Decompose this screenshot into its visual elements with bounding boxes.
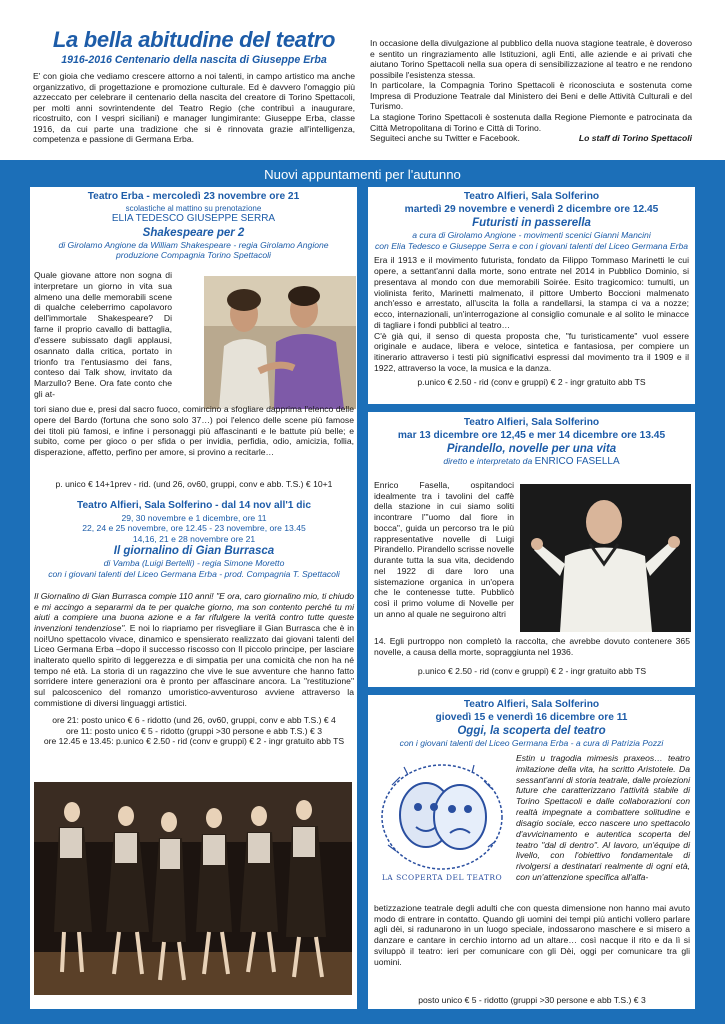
event1-credits1: di Girolamo Angione da William Shakespeare - regia Girolamo Angione <box>58 239 329 250</box>
event1-note: scolastiche al mattino su prenotazione <box>125 203 262 213</box>
actor-photo-illustration <box>520 484 691 632</box>
event2-title: Il giornalino di Gian Burrasca <box>113 545 275 558</box>
actors-photo-illustration <box>204 276 356 409</box>
event3-body2: C'è già qui, il senso di questa proposta che, "fu turisticamente" vuol essere originale e audace, libera e veloce, sintetica e fantasiosa, per compiere un itinerario attraverso i testi più significativi espressi dal movimento tra il 1909 e il 1922, attraverso la voce, la musica e la danza. <box>374 330 689 373</box>
region-paragraph: La stagione Torino Spettacoli è sostenuta dalla Regione Piemonte e patrocinata da Città Metropolitana di Torino e Città di Torino. <box>370 111 692 133</box>
event2-header <box>34 500 354 580</box>
event2-description: E noi lo riapriamo per risvegliare il Gian Burrasca che è in noi!Uno spettacolo vivace, dinamico e spensierato realizzato dai giovani talenti del Liceo Germana Erba –dopo il successo riscosso con Il piccolo principe, per lasciare inalterato quello spirito di leggerezza e di simpatia per una comicità che non ha né tempo né età. La storia di un ragazzino che vive le sue avventure che hanno fatto sorridere intere generazioni ora è pronto per affascinare ancora. La "restituzione" sul palcoscenico del romanzo umoristico-avventuroso avviene attraverso la commistione di diversi linguaggi artistici. <box>34 622 354 708</box>
event5-body-wrap <box>516 753 690 883</box>
event5-body-full: betizzazione teatrale degli adulti che con questa dimensione non hanno mai avuto modo di entrare in contatto. Quando gli uomini dei tempi più antichi vollero parlare agli dèi, si radunarono in un luogo speciale, indossarono maschere e si misero a danzare e cantare in cerchio intorno ad un altare… così nacque il rito e da lì si sviluppò il teatro: ieri per comunicare con gli Dèi, oggi per comunicare tra gli uomini. <box>374 903 690 967</box>
header-left-column <box>33 28 355 145</box>
event4-venue: Teatro Alfieri, Sala Solferino <box>463 417 600 428</box>
event2-price1: ore 21: posto unico € 6 - ridotto (und 26, ov60, gruppi, conv e abb T.S.) € 4 <box>52 715 336 725</box>
event2-credits2: con i giovani talenti del Liceo Germana Erba - prod. Compagnia T. Spettacoli <box>48 568 340 579</box>
event2-price3: ore 12.45 e 13.45: p.unico € 2.50 - rid (conv e gruppi) € 2 - ingr gratuito abb TS <box>43 736 345 747</box>
event2-quote: Il Giornalino di Gian Burrasca compie 110 anni! "E ora, caro giornalino mio, ti chiudo e mi accingo a separarmi da te per qualche giorno, ma son contento perché tu mi aiuti a compiere una buona azione e a far rifulgere la verità contro tutte queste invenzioni tendenziose". <box>34 591 354 633</box>
event2-dates3: 14,16, 21 e 28 novembre ore 21 <box>132 533 256 544</box>
social-paragraph <box>370 133 692 144</box>
event3-credits2: con Elia Tedesco e Giuseppe Serra e con i giovani talenti del Liceo Germana Erba <box>374 240 689 251</box>
event3-credits1: a cura di Girolamo Angione - movimenti scenici Gianni Mancini <box>412 230 651 241</box>
event3-dates: martedì 29 novembre e venerdì 2 dicembre ore 12.45 <box>404 203 659 215</box>
event5-venue: Teatro Alfieri, Sala Solferino <box>463 699 600 710</box>
event3-body: Era il 1913 e il movimento futurista, fondato da Filippo Tommaso Marinetti le cui opere, a settant'anni dalla morte, sono entrate nel 2014 in Pubblico Dominio, si presentava al mondo con due memorabili Soirée. Esito tragicomico: tumulti, un violinista ferito, Marinetti malmenato, il pittore Umberto Boccioni malmenato anch'esso e arrestato, all'uscita la folla a randellarsi, la stampa ci va a nozze; ecco, internazionali, un'interrogazione al consiglio comunale e al solito le minacce di tagliare i fondi pubblici al teatro… <box>374 255 689 330</box>
staff-signature: Lo staff di Torino Spettacoli <box>578 133 692 144</box>
event4-credits-pre: diretto e interpretato da <box>443 456 533 467</box>
page-title: La bella abitudine del teatro <box>52 27 336 52</box>
event5-body-wrap-text: Estin u tragodia mimesis praxeos… teatro imitazione della vita, ha scritto Aristotele. Da sessant'anni di storia teatrale, dalle proiezioni future che caratterizzano l'attività stabile di Torino Spettacoli e dalle collaborazioni con realtà impegnate a combattere solitudine e disagio sociale, ecco nascere uno spettacolo d'avvicinamento e autentica scoperta del teatro "dal di dentro". Al lavoro, un'équipe di livello, con l'obiettivo fondamentale di rivolgersi a destinatari realmente di ogni età, con un'attenzione specifica all'alfa- <box>516 753 690 883</box>
event3-price: p.unico € 2.50 - rid (conv e gruppi) € 2 - ingr gratuito abb TS <box>417 377 646 388</box>
event4-credits <box>374 456 689 468</box>
stage-photo-illustration <box>34 782 352 995</box>
event3-venue: Teatro Alfieri, Sala Solferino <box>463 191 600 202</box>
event4-title: Pirandello, novelle per una vita <box>446 443 617 456</box>
event2-venue: Teatro Alfieri, Sala Solferino - dal 14 nov all'1 dic <box>77 500 311 511</box>
thanks-paragraph: In occasione della divulgazione al pubblico della nuova stagione teatrale, è doveroso e sentito un ringraziamento alle Istituzioni, agli Enti, alle aziende e ai privati che aiutano Torino Spettacoli nella sua opera di sensibilizzazione al teatro e ne rendono possibile l'esistenza stessa. <box>370 38 693 80</box>
left-events-panel <box>30 187 357 1009</box>
event3-title: Futuristi in passerella <box>472 217 591 230</box>
event4-photo <box>520 484 691 632</box>
event1-credits2: produzione Compagnia Torino Spettacoli <box>116 250 271 261</box>
event2-price2: ore 11: posto unico € 5 - ridotto (gruppi >30 persone e abb T.S.) € 3 <box>66 725 322 736</box>
event5-logo <box>374 755 510 893</box>
header-section <box>0 0 725 160</box>
event2-body <box>34 591 354 708</box>
event1-price: p. unico € 14+1prev - rid. (und 26, ov60, gruppi, conv e abb. T.S.) € 10+1 <box>55 479 333 489</box>
event3-panel <box>368 187 695 404</box>
event1-title: Shakespeare per 2 <box>142 226 245 239</box>
header-right-column <box>370 38 692 144</box>
event2-photo <box>34 782 352 995</box>
event4-panel <box>368 412 695 687</box>
event2-prices <box>34 715 354 747</box>
event2-dates2: 22, 24 e 25 novembre, ore 12.45 - 23 novembre, ore 13.45 <box>82 523 306 534</box>
event4-price: p.unico € 2.50 - rid (conv e gruppi) € 2 - ingr gratuito abb TS <box>417 666 647 676</box>
event5-price: posto unico € 5 - ridotto (gruppi >30 persone e abb T.S.) € 3 <box>418 995 646 1005</box>
event5-title: Oggi, la scoperta del teatro <box>457 725 606 738</box>
event1-cast: ELIA TEDESCO GIUSEPPE SERRA <box>111 213 276 225</box>
event5-panel <box>368 695 695 1009</box>
ministry-paragraph: In particolare, la Compagnia Torino Spettacoli è riconosciuta e sostenuta come Impresa di Produzione Teatrale dal Ministero dei Beni e delle Attività Culturali e del Turismo. <box>370 80 692 112</box>
intro-text: E' con gioia che vediamo crescere attorno a noi talenti, in campo artistico ma anche organizzativo, di progettazione e promozione culturale. Ed è davvero l'omaggio più azzeccato per celebrare il centenario della nascita del creatore di Torino Spettacoli, per molti anni sovrintendente del Teatro Regio (che contribuì a inaugurare, ricostruito, con I vespri siciliani) e manager lungimirante: Giuseppe Erba, classe 1916, da cui parte una tradizione che si è rinnovata grazie all'intelligenza, competenza e passione di Germana Erba. <box>33 71 355 145</box>
event2-credits1: di Vamba (Luigi Bertelli) - regia Simone Moretto <box>103 558 285 569</box>
event2-dates1: 29, 30 novembre e 1 dicembre, ore 11 <box>121 512 267 523</box>
band-title: Nuovi appuntamenti per l'autunno <box>264 167 461 182</box>
logo-caption: LA SCOPERTA DEL TEATRO <box>381 873 503 882</box>
event1-venue: Teatro Erba - mercoledì 23 novembre ore 21 <box>87 191 300 202</box>
event1-photo <box>204 276 356 409</box>
event5-credits: con i giovani talenti del Liceo Germana Erba - a cura di Patrizia Pozzi <box>399 738 664 749</box>
page-subtitle: 1916-2016 Centenario della nascita di Giuseppe Erba <box>61 54 327 66</box>
event4-body-full: 14. Egli purtroppo non completò la raccolta, che avrebbe dovuto contenere 365 novelle, a causa della morte, sopraggiunta nel 1936. <box>374 636 690 657</box>
event4-credits-name: ENRICO FASELLA <box>534 456 620 468</box>
event4-dates: mar 13 dicembre ore 12,45 e mer 14 dicembre ore 13.45 <box>397 429 666 441</box>
event4-body-wrap: Enrico Fasella, ospitandoci idealmente tra i tavolini del caffè della stazione in cui siamo soliti incontrare l'"uomo dal fiore in bocca", guida un percorso tra le più rappresentative novelle di Luigi Pirandello. Pirandello scrisse novelle durante tutta la sua vita, decidendo nel 1922 di dare loro una sistemazione organica in un'opera che le contenesse tutte. Pubblicò così il primo volume di Novelle per un anno al quale ne seguirono altri <box>374 480 514 619</box>
event5-dates: giovedì 15 e venerdì 16 dicembre ore 11 <box>435 711 628 723</box>
event1-body-wrap: Quale giovane attore non sogna di interpretare un giorno in vita sua almeno una delle memorabili scene di qualche celeberrimo capolavoro dell'immortale Shakespeare? Di farne il proprio cavallo di battaglia, d'essere subissato dagli applausi, osannato dalla critica, portato in trionfo tra l'entusiasmo dei fans, conteso dai Talk show, invitato da Marzullo? Bene. Ora fate conto che gli at- <box>34 270 172 400</box>
social-text: Seguiteci anche su Twitter e Facebook. <box>370 133 520 144</box>
event1-body-full: tori siano due e, presi dal sacro fuoco, comincino a sfogliare dapprima l'elenco delle opere del Bardo (fortuna che sono solo 37…) poi l'elenco delle scene più famose dei titoli più famosi, e infine i personaggi più affascinanti e le battute più belle; e subito, come per gioco o per sfida o per invidia, perfidia, odio, amicizia, follia, disperazione, affetto, perfino per amore, si provino a recitarle… <box>34 404 354 458</box>
